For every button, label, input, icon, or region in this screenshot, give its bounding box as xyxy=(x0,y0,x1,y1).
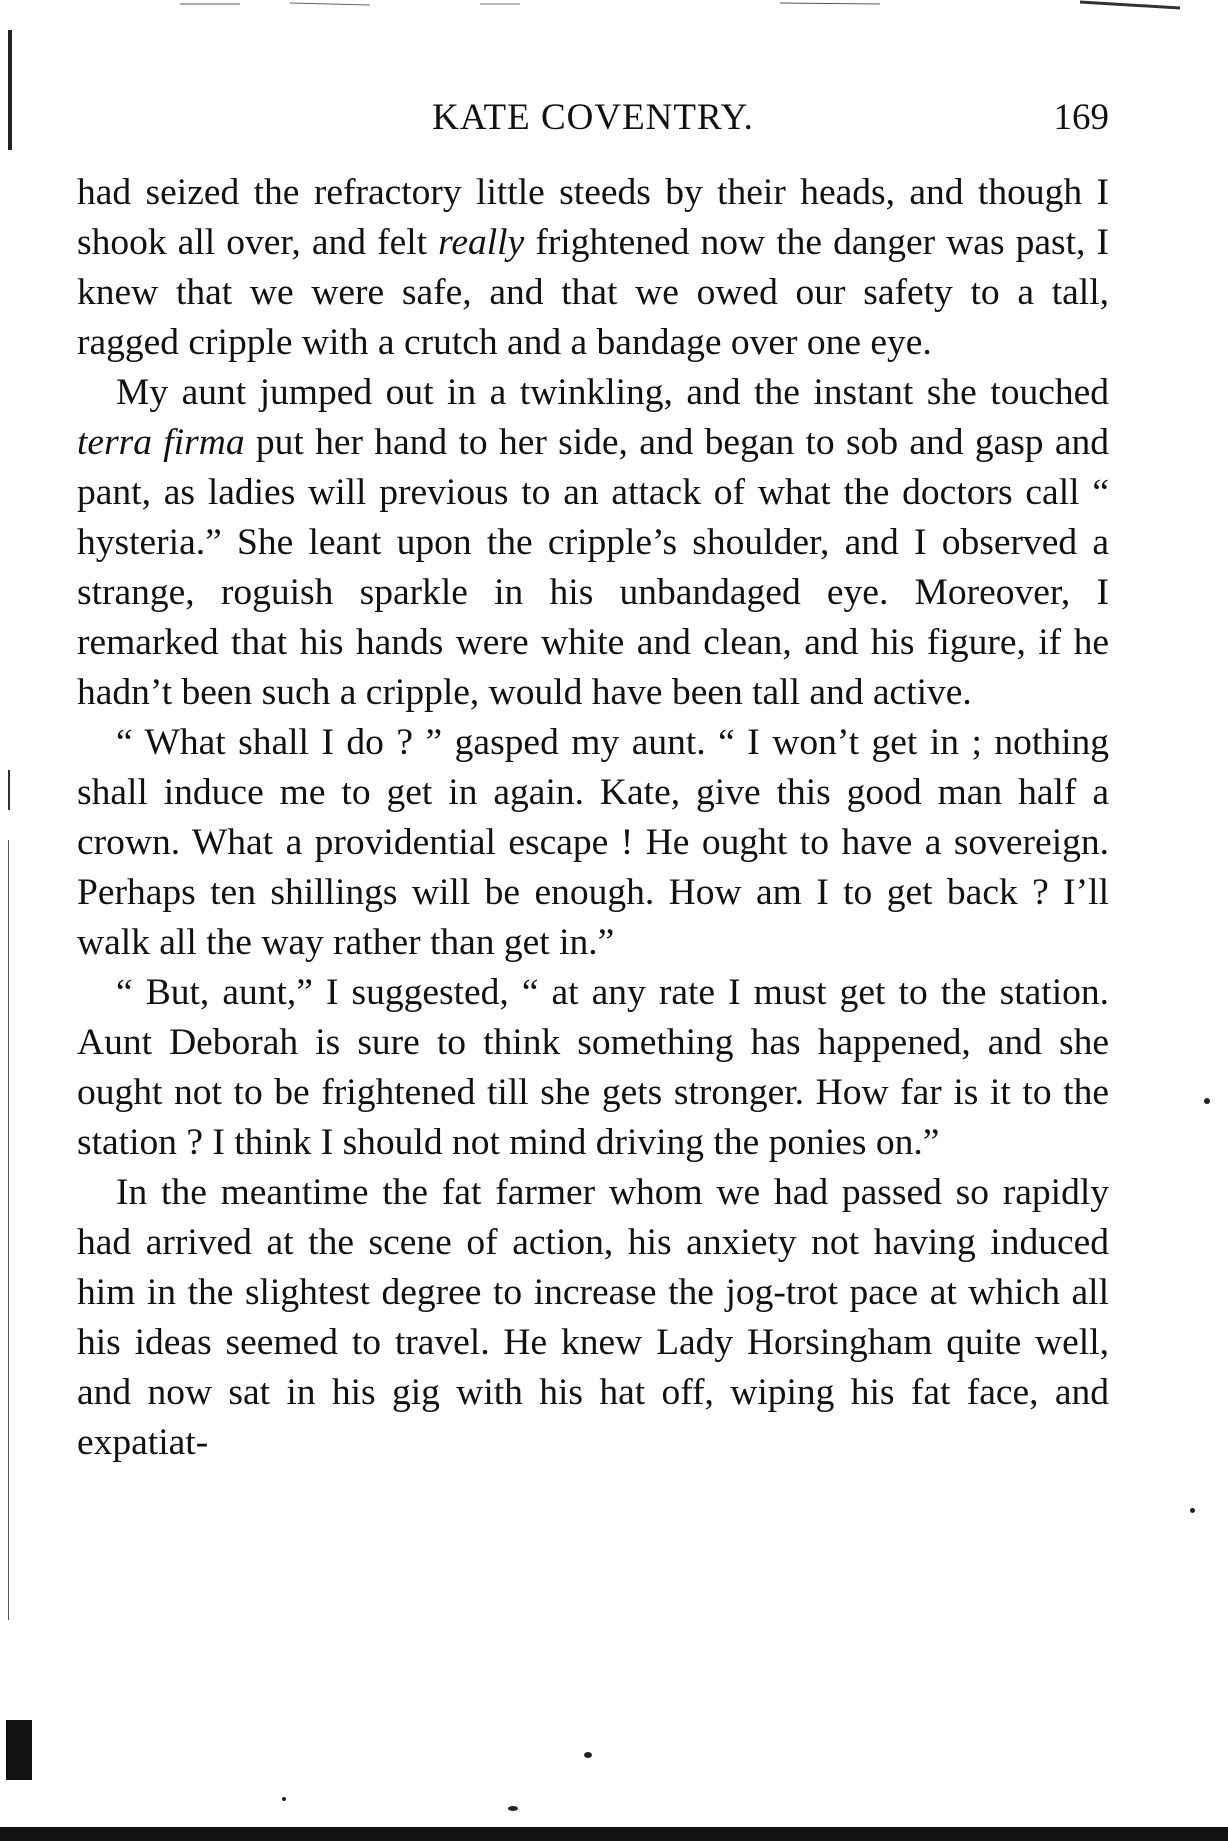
text-run: had seized the refractory little steeds by their heads, and though I shook all over, and felt xyxy=(77,172,1109,263)
text-run: frightened now the danger was past, I knew that we were safe, and that we owed our safety to a tall, ragged cripple with a crutch and a bandage over one eye. xyxy=(77,222,1109,363)
page-number: 169 xyxy=(1053,97,1109,138)
scan-edge-mark xyxy=(8,840,9,1620)
paragraph: “ But, aunt,” I suggested, “ at any rate I must get to the station. Aunt Deborah is sure to think something has happened, and she ought not to be frightened till she gets stronger. How far is it to the station ? I think I should not mind driving the ponies on.” xyxy=(77,972,1109,1163)
paragraph xyxy=(77,168,1109,368)
running-title: KATE COVENTRY. xyxy=(432,97,754,138)
page-header xyxy=(77,96,1109,146)
paragraph: “ What shall I do ? ” gasped my aunt. “ I won’t get in ; nothing shall induce me to get in again. Kate, give this good man half a crown. What a providential escape ! He ought to have a sovereign. Perhaps ten shillings will be enough. How am I to get back ? I’ll walk all the way rather than get in.” xyxy=(77,722,1109,963)
paragraph: In the meantime the fat farmer whom we had passed so rapidly had arrived at the scene of action, his anxiety not having induced him in the slightest degree to increase the jog-trot pace at which all his ideas seemed to travel. He knew Lady Horsingham quite well, and now sat in his gig with his hat off, wiping his fat face, and expatiat- xyxy=(77,1172,1109,1463)
scan-speck xyxy=(1190,1508,1195,1513)
text-run: My aunt jumped out in a twinkling, and the instant she touched xyxy=(116,372,1109,413)
scan-speck xyxy=(282,1797,286,1801)
scan-edge-mark xyxy=(6,1720,32,1780)
italic-text: really xyxy=(438,222,525,263)
scan-speck xyxy=(584,1752,592,1758)
italic-text: terra firma xyxy=(77,422,245,463)
scan-noise-top xyxy=(180,0,1180,14)
scan-edge-mark xyxy=(8,770,10,810)
scan-speck xyxy=(1204,1098,1210,1104)
scan-edge-mark xyxy=(8,30,12,150)
body-text xyxy=(77,168,1109,1468)
paragraph xyxy=(77,368,1109,718)
scan-speck xyxy=(508,1806,518,1811)
text-run: put her hand to her side, and began to sob and gasp and pant, as ladies will previous to an attack of what the doctors call “ hysteria.” She leant upon the cripple’s shoulder, and I observed a strange, roguish sparkle in his unbandaged eye. Moreover, I remarked that his hands were white and clean, and his figure, if he hadn’t been such a cripple, would have been tall and active. xyxy=(77,422,1110,713)
scan-edge-bar xyxy=(0,1827,1228,1841)
